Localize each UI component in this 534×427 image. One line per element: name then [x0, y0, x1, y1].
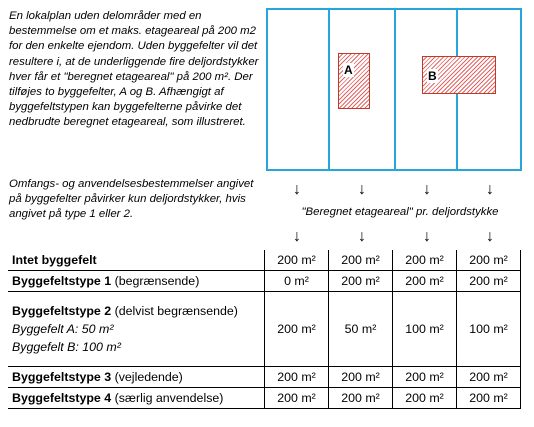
table-row [8, 271, 521, 292]
table-cell: 200 m² [457, 367, 521, 388]
table-cell: 100 m² [393, 292, 457, 367]
plot-divider [328, 10, 330, 169]
table-cell: 200 m² [457, 388, 521, 409]
row-label: Byggefeltstype 2 (delvist begrænsende) Byggefelt A: 50 m² Byggefelt B: 100 m² [8, 292, 265, 367]
table-cell: 100 m² [457, 292, 521, 367]
byggefelt-b [422, 56, 496, 94]
plot-divider [394, 10, 396, 169]
down-arrow-icon: ↓ [423, 228, 431, 245]
table-cell: 200 m² [329, 388, 393, 409]
row-label: Intet byggefelt [8, 250, 265, 271]
down-arrow-icon: ↓ [293, 181, 301, 198]
byggefelt-a [338, 53, 370, 109]
down-arrow-icon: ↓ [423, 181, 431, 198]
row-label: Byggefeltstype 4 (særlig anvendelse) [8, 388, 265, 409]
table-cell: 200 m² [393, 250, 457, 271]
table-cell: 0 m² [265, 271, 329, 292]
table-row [8, 367, 521, 388]
table-cell: 200 m² [265, 292, 329, 367]
table-row [8, 292, 521, 367]
table-row [8, 388, 521, 409]
table-cell: 200 m² [265, 388, 329, 409]
table-cell: 200 m² [329, 271, 393, 292]
byggefelt-b-label: B [428, 69, 437, 83]
down-arrow-icon: ↓ [486, 228, 494, 245]
table-cell: 200 m² [329, 250, 393, 271]
down-arrow-icon: ↓ [358, 228, 366, 245]
table-cell: 200 m² [393, 367, 457, 388]
table-row [8, 250, 521, 271]
table-cell: 200 m² [457, 271, 521, 292]
table-cell: 200 m² [329, 367, 393, 388]
down-arrow-icon: ↓ [486, 181, 494, 198]
table-cell: 200 m² [393, 271, 457, 292]
table-cell: 200 m² [393, 388, 457, 409]
down-arrow-icon: ↓ [293, 228, 301, 245]
table-cell: 200 m² [457, 250, 521, 271]
row-label: Byggefeltstype 1 (begrænsende) [8, 271, 265, 292]
row-label: Byggefeltstype 3 (vejledende) [8, 367, 265, 388]
table-cell: 50 m² [329, 292, 393, 367]
intro-text: En lokalplan uden delområder med en bestemmelse om et maks. etageareal på 200 m2 for den enkelte ejendom. Uden byggefelter vil det resultere i, at de underliggende fire deljordstykker hver får et "beregnet etageareal" på 200 m². Der tilføjes to byggefelter, A og B. Afhængigt af byggefeltstypen kan byggefelterne påvirke det nedbrudte beregnet etageareal, som illustreret. [9, 10, 259, 129]
down-arrow-icon: ↓ [358, 181, 366, 198]
lokalplan-diagram [266, 8, 522, 171]
table-cell: 200 m² [265, 367, 329, 388]
byggefelt-a-label: A [344, 63, 353, 77]
results-table [8, 250, 521, 409]
caption: "Beregnet etageareal" pr. deljordstykke [301, 206, 499, 218]
table-cell: 200 m² [265, 250, 329, 271]
intro-note-text: Omfangs- og anvendelsesbestemmelser angivet på byggefelter påvirker kun deljordstykker, hvis angivet på type 1 eller 2. [9, 178, 254, 221]
